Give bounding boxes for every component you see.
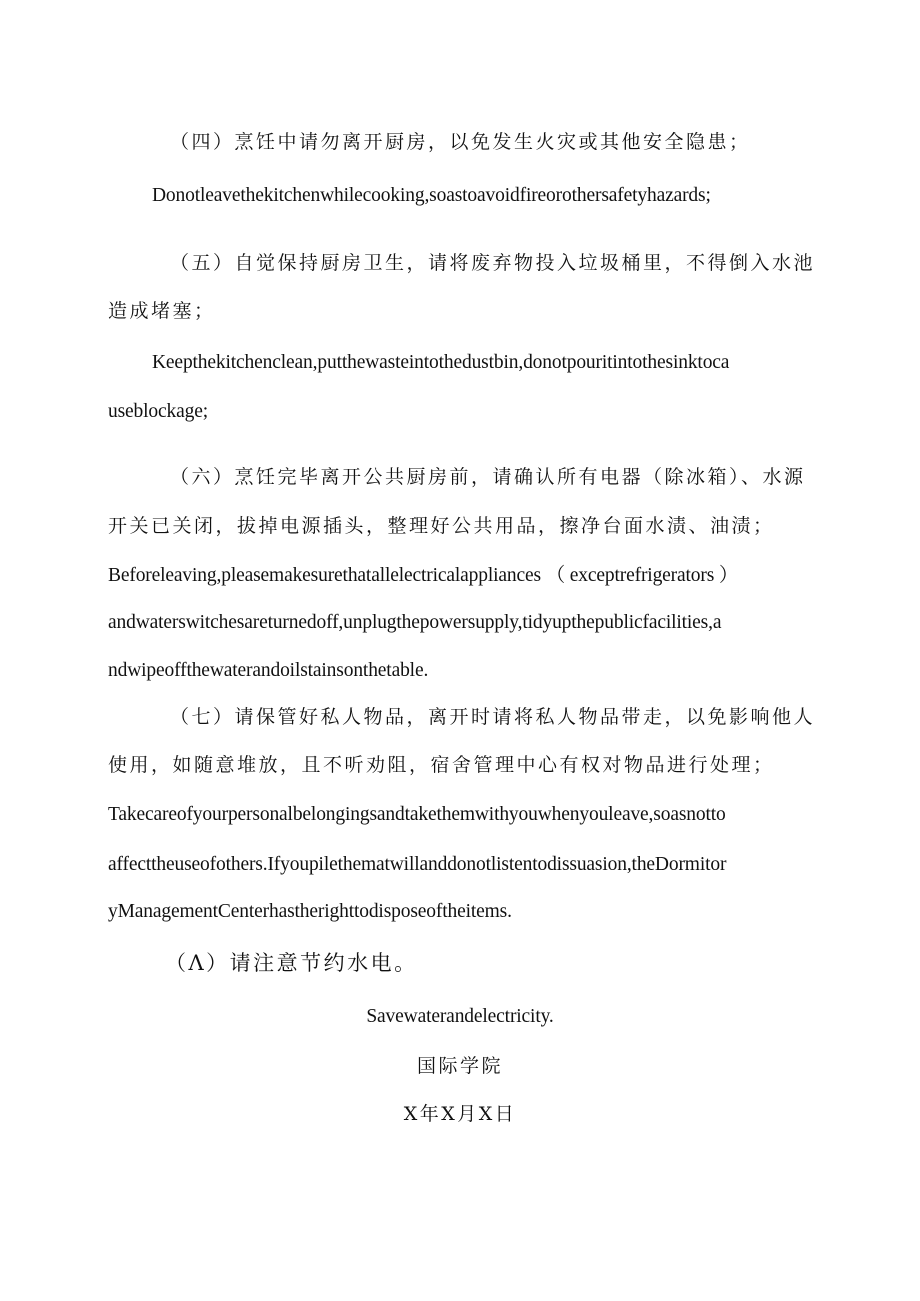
rule-7-english-line-3: yManagementCenterhastherighttodisposeoftheitems. [108,901,512,922]
rule-8-chinese: （Λ）请注意节约水电。 [165,951,418,975]
rule-4-chinese: （四）烹饪中请勿离开厨房，以免发生火灾或其他安全隐患； [170,131,751,153]
rule-5-chinese-line-2: 造成堵塞； [108,300,216,322]
rule-7-chinese-line-2: 使用，如随意堆放，且不听劝阻，宿舍管理中心有权对物品进行处理； [108,754,775,776]
rule-6-chinese-line-1: （六）烹饪完毕离开公共厨房前，请确认所有电器（除冰箱）、水源 [170,466,806,488]
rule-6-chinese-line-2: 开关已关闭，拔掉电源插头，整理好公共用品，擦净台面水渍、油渍； [108,515,775,537]
rule-5-chinese-line-1: （五）自觉保持厨房卫生，请将废弃物投入垃圾桶里，不得倒入水池 [170,252,816,274]
signature-organization: 国际学院 [416,1055,503,1077]
rule-6-english-line-3: ndwipeoffthewaterandoilstainsonthetable. [108,660,429,681]
rule-8-english: Savewaterandelectricity. [366,1006,554,1027]
rule-7-chinese-line-1: （七）请保管好私人物品，离开时请将私人物品带走，以免影响他人 [170,706,816,728]
rule-6-english-line-2: andwaterswitchesareturnedoff,unplugthepowersupply,tidyupthepublicfacilities,a [108,612,722,633]
rule-7-english-line-1: Takecareofyourpersonalbelongingsandtakethemwithyouwhenyouleave,soasnotto [108,804,726,825]
rule-4-english: Donotleavethekitchenwhilecooking,soastoavoidfireorothersafetyhazards; [152,185,711,206]
rule-6-english-line-1: Beforeleaving,pleasemakesurethatallelectricalappliances （ exceptrefrigerators ） [108,565,739,586]
rule-5-english-line-1: Keepthekitchenclean,putthewasteintothedustbin,donotpouritintothesinktoca [152,352,730,373]
rule-7-english-line-2: affecttheuseofothers.Ifyoupilethematwillanddonotlistentodissuasion,theDormitor [108,854,727,875]
signature-date: X年X月X日 [403,1103,517,1125]
rule-5-english-line-2: useblockage; [108,401,208,422]
